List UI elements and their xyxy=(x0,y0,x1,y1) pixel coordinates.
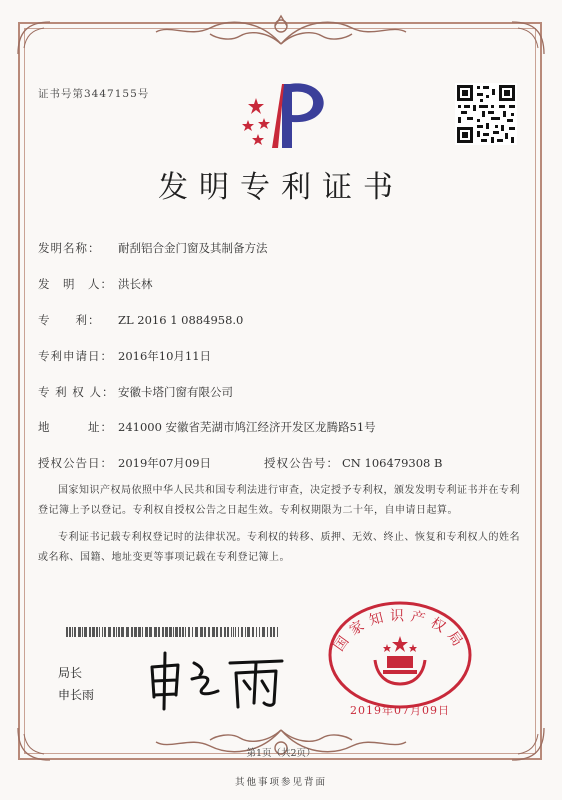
field-label: 专利申请日： xyxy=(38,349,113,363)
corner-ornament-top-right xyxy=(508,18,548,58)
grant-date-label: 授权公告日： xyxy=(38,456,113,470)
corner-ornament-top-left xyxy=(14,18,54,58)
field-value: 241000 安徽省芜湖市鸠江经济开发区龙腾路51号 xyxy=(118,420,376,434)
field-label: 发明名称： xyxy=(38,241,101,255)
field-value: ZL 2016 1 0884958.0 xyxy=(118,313,244,327)
handwritten-signature xyxy=(142,645,292,715)
seal-text: 国家知识产权局 xyxy=(331,608,469,655)
grant-number-value: CN 106479308 B xyxy=(342,456,443,470)
signatory-title: 局长 xyxy=(58,666,83,680)
field-value: 洪长林 xyxy=(118,277,153,291)
certificate-number: 证书号第3447155号 xyxy=(38,88,150,100)
field-patentee xyxy=(38,384,233,400)
barcode xyxy=(66,627,280,637)
field-grant xyxy=(38,455,442,471)
qr-code xyxy=(455,83,517,145)
field-patent-number xyxy=(38,312,243,328)
field-invention-name xyxy=(38,240,268,256)
grant-date-value: 2019年07月09日 xyxy=(118,456,212,470)
see-back-note: 其他事项参见背面 xyxy=(234,777,327,788)
field-value: 安徽卡塔门窗有限公司 xyxy=(118,385,233,399)
seal-date: 2019年07月09日 xyxy=(350,704,450,717)
field-address xyxy=(38,419,376,435)
field-label: 发 明 人： xyxy=(38,277,113,291)
grant-number-label: 授权公告号： xyxy=(264,456,339,470)
page-number: 第1页（共2页） xyxy=(246,748,316,759)
signatory-name: 申长雨 xyxy=(58,688,95,702)
legal-status-statement: 专利证书记载专利权登记时的法律状况。专利权的转移、质押、无效、终止、恢复和专利权人的姓名或名称、国籍、地址变更等事项记载在专利登记簿上。 xyxy=(38,532,520,563)
field-application-date xyxy=(38,348,211,364)
top-ornament xyxy=(150,14,412,50)
grant-statement: 国家知识产权局依照中华人民共和国专利法进行审查，决定授予专利权，颁发发明专利证书并在专利登记簿上予以登记。专利权自授权公告之日起生效。专利权期限为二十年，自申请日起算。 xyxy=(38,485,520,516)
field-label: 专 利： xyxy=(38,313,101,327)
cnipa-logo xyxy=(234,78,334,152)
field-label: 地 址： xyxy=(38,420,113,434)
field-inventor xyxy=(38,276,153,292)
official-seal xyxy=(325,600,475,710)
field-label: 专 利 权 人： xyxy=(38,385,115,399)
field-value: 2016年10月11日 xyxy=(118,349,212,363)
certificate-title: 发明专利证书 xyxy=(158,170,404,205)
field-value: 耐刮铝合金门窗及其制备方法 xyxy=(118,241,268,255)
